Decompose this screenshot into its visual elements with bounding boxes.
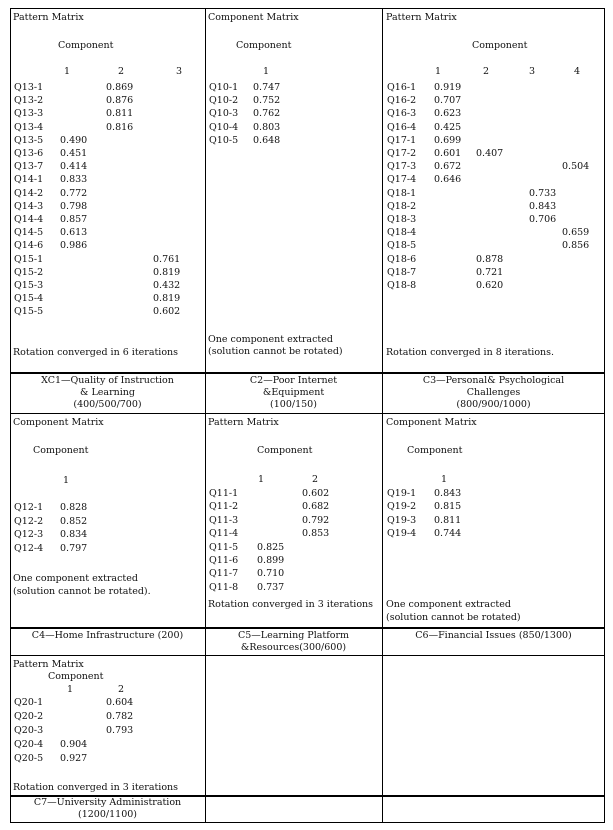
- item-label: Q13-2: [14, 95, 44, 106]
- caption-line: (100/150): [270, 399, 317, 410]
- loading-value: 0.798: [60, 201, 88, 212]
- matrix-note: One component extracted: [13, 573, 138, 584]
- loading-value: 0.744: [434, 528, 462, 539]
- caption-line: Challenges: [466, 387, 521, 398]
- loading-value: 0.762: [253, 108, 281, 119]
- loading-value: 0.490: [60, 135, 88, 146]
- table-border-bottom: [10, 822, 605, 823]
- loading-value: 0.819: [153, 293, 181, 304]
- item-label: Q20-1: [14, 697, 44, 708]
- item-label: Q10-1: [209, 82, 239, 93]
- loading-value: 0.601: [434, 148, 462, 159]
- item-label: Q11-8: [209, 582, 239, 593]
- item-label: Q12-4: [14, 543, 44, 554]
- matrix-note: Rotation converged in 8 iterations.: [386, 347, 555, 358]
- item-label: Q20-5: [14, 753, 44, 764]
- row-divider: [10, 627, 605, 629]
- item-label: Q11-5: [209, 542, 239, 553]
- caption-line: (800/900/1000): [456, 399, 531, 410]
- loading-value: 0.899: [257, 555, 285, 566]
- loading-value: 0.852: [60, 516, 88, 527]
- matrix-note: Rotation converged in 3 iterations: [208, 599, 374, 610]
- item-label: Q14-1: [14, 174, 44, 185]
- loading-value: 0.797: [60, 543, 88, 554]
- column-divider: [382, 8, 383, 822]
- item-label: Q19-4: [387, 528, 417, 539]
- item-label: Q17-3: [387, 161, 417, 172]
- component-caption: [10, 630, 205, 642]
- loading-value: 0.843: [434, 488, 462, 499]
- item-label: Q13-3: [14, 108, 44, 119]
- item-label: Q17-2: [387, 148, 417, 159]
- loading-value: 0.623: [434, 108, 462, 119]
- component-caption: [382, 630, 605, 642]
- item-label: Q14-3: [14, 201, 44, 212]
- item-label: Q10-3: [209, 108, 239, 119]
- item-label: Q11-6: [209, 555, 239, 566]
- loading-value: 0.425: [434, 122, 462, 133]
- loading-value: 0.646: [434, 174, 462, 185]
- caption-line: C7—University Administration: [33, 797, 182, 808]
- table-border-right: [604, 8, 605, 822]
- matrix-note: Rotation converged in 3 iterations: [13, 782, 179, 793]
- component-column-number: 1: [67, 684, 74, 695]
- item-label: Q10-5: [209, 135, 239, 146]
- loading-value: 0.620: [476, 280, 504, 291]
- loading-value: 0.919: [434, 82, 462, 93]
- item-label: Q15-2: [14, 267, 44, 278]
- item-label: Q16-3: [387, 108, 417, 119]
- component-column-number: 1: [63, 475, 70, 486]
- caption-line: &Resources(300/600): [240, 642, 347, 653]
- item-label: Q15-5: [14, 306, 44, 317]
- loading-value: 0.782: [106, 711, 134, 722]
- loading-value: 0.833: [60, 174, 88, 185]
- component-column-number: 4: [574, 66, 581, 77]
- caption-line: C2—Poor Internet: [249, 375, 338, 386]
- item-label: Q14-6: [14, 240, 44, 251]
- item-label: Q18-5: [387, 240, 417, 251]
- component-header: Component: [407, 445, 463, 456]
- component-column-number: 3: [529, 66, 536, 77]
- component-header: Component: [33, 445, 89, 456]
- loading-value: 0.772: [60, 188, 88, 199]
- loading-value: 0.648: [253, 135, 281, 146]
- item-label: Q14-5: [14, 227, 44, 238]
- component-column-number: 3: [176, 66, 183, 77]
- component-caption: [10, 375, 205, 411]
- item-label: Q15-1: [14, 254, 44, 265]
- row-divider: [10, 655, 605, 656]
- loading-value: 0.752: [253, 95, 281, 106]
- item-label: Q18-7: [387, 267, 417, 278]
- component-column-number: 2: [483, 66, 490, 77]
- loading-value: 0.672: [434, 161, 462, 172]
- loading-value: 0.803: [253, 122, 281, 133]
- item-label: Q15-4: [14, 293, 44, 304]
- loading-value: 0.853: [302, 528, 330, 539]
- loading-value: 0.602: [302, 488, 330, 499]
- row-divider: [10, 372, 605, 374]
- row-divider: [10, 413, 605, 414]
- matrix-title: Pattern Matrix: [13, 12, 84, 23]
- loading-value: 0.876: [106, 95, 134, 106]
- component-caption: [10, 797, 205, 821]
- matrix-note: (solution cannot be rotated): [386, 612, 521, 623]
- component-header: Component: [257, 445, 313, 456]
- item-label: Q20-3: [14, 725, 44, 736]
- table-border-left: [10, 8, 11, 822]
- loading-value: 0.602: [153, 306, 181, 317]
- component-column-number: 2: [118, 684, 125, 695]
- item-label: Q11-7: [209, 568, 239, 579]
- item-label: Q12-1: [14, 502, 44, 513]
- loading-value: 0.904: [60, 739, 88, 750]
- item-label: Q11-2: [209, 501, 239, 512]
- component-column-number: 2: [312, 474, 319, 485]
- component-caption: [382, 375, 605, 411]
- loading-value: 0.747: [253, 82, 281, 93]
- component-column-number: 1: [441, 474, 448, 485]
- component-column-number: 1: [258, 474, 265, 485]
- item-label: Q13-5: [14, 135, 44, 146]
- item-label: Q13-7: [14, 161, 44, 172]
- item-label: Q20-2: [14, 711, 44, 722]
- caption-line: XC1—Quality of Instruction: [41, 375, 174, 386]
- item-label: Q13-1: [14, 82, 44, 93]
- loading-value: 0.604: [106, 697, 134, 708]
- item-label: Q10-2: [209, 95, 239, 106]
- caption-line: & Learning: [80, 387, 135, 398]
- loading-value: 0.613: [60, 227, 88, 238]
- loading-value: 0.986: [60, 240, 88, 251]
- item-label: Q18-2: [387, 201, 417, 212]
- caption-line: C6—Financial Issues (850/1300): [415, 630, 572, 641]
- matrix-note: Rotation converged in 6 iterations: [13, 347, 179, 358]
- component-column-number: 2: [118, 66, 125, 77]
- matrix-note: (solution cannot be rotated).: [13, 586, 151, 597]
- component-caption: [205, 630, 382, 654]
- matrix-title: Pattern Matrix: [386, 12, 457, 23]
- item-label: Q18-8: [387, 280, 417, 291]
- caption-line: (1200/1100): [78, 809, 137, 820]
- item-label: Q18-6: [387, 254, 417, 265]
- item-label: Q11-1: [209, 488, 239, 499]
- loading-value: 0.792: [302, 515, 330, 526]
- loading-value: 0.407: [476, 148, 504, 159]
- item-label: Q17-1: [387, 135, 417, 146]
- item-label: Q13-6: [14, 148, 44, 159]
- item-label: Q18-3: [387, 214, 417, 225]
- loading-value: 0.828: [60, 502, 88, 513]
- item-label: Q15-3: [14, 280, 44, 291]
- item-label: Q18-1: [387, 188, 417, 199]
- loading-value: 0.869: [106, 82, 134, 93]
- item-label: Q19-1: [387, 488, 417, 499]
- item-label: Q16-2: [387, 95, 417, 106]
- item-label: Q17-4: [387, 174, 417, 185]
- loading-value: 0.761: [153, 254, 181, 265]
- caption-line: (400/500/700): [73, 399, 142, 410]
- loading-value: 0.856: [562, 240, 590, 251]
- component-header: Component: [472, 40, 528, 51]
- loading-value: 0.682: [302, 501, 330, 512]
- item-label: Q13-4: [14, 122, 44, 133]
- item-label: Q16-1: [387, 82, 417, 93]
- loading-value: 0.659: [562, 227, 590, 238]
- loading-value: 0.927: [60, 753, 88, 764]
- matrix-title: Component Matrix: [208, 12, 299, 23]
- loading-value: 0.811: [434, 515, 462, 526]
- caption-line: &Equipment: [262, 387, 325, 398]
- loading-value: 0.825: [257, 542, 285, 553]
- item-label: Q14-4: [14, 214, 44, 225]
- loading-value: 0.878: [476, 254, 504, 265]
- loading-value: 0.414: [60, 161, 88, 172]
- table-border-top: [10, 8, 605, 9]
- loading-value: 0.857: [60, 214, 88, 225]
- item-label: Q18-4: [387, 227, 417, 238]
- caption-line: C5—Learning Platform: [237, 630, 350, 641]
- matrix-note: One component extracted: [208, 334, 333, 345]
- loading-value: 0.816: [106, 122, 134, 133]
- loading-value: 0.721: [476, 267, 504, 278]
- loading-value: 0.733: [529, 188, 557, 199]
- item-label: Q12-2: [14, 516, 44, 527]
- loading-value: 0.843: [529, 201, 557, 212]
- item-label: Q11-4: [209, 528, 239, 539]
- loading-value: 0.834: [60, 529, 88, 540]
- loading-value: 0.793: [106, 725, 134, 736]
- loading-value: 0.710: [257, 568, 285, 579]
- loading-value: 0.811: [106, 108, 134, 119]
- matrix-title: Pattern Matrix: [13, 659, 84, 670]
- caption-line: C4—Home Infrastructure (200): [31, 630, 184, 641]
- column-divider: [205, 8, 206, 822]
- matrix-title: Pattern Matrix: [208, 417, 279, 428]
- component-header: Component: [48, 671, 104, 682]
- item-label: Q12-3: [14, 529, 44, 540]
- loading-value: 0.451: [60, 148, 88, 159]
- loading-value: 0.432: [153, 280, 181, 291]
- component-header: Component: [236, 40, 292, 51]
- item-label: Q19-3: [387, 515, 417, 526]
- loading-value: 0.737: [257, 582, 285, 593]
- loading-value: 0.707: [434, 95, 462, 106]
- matrix-note: One component extracted: [386, 599, 511, 610]
- loading-value: 0.699: [434, 135, 462, 146]
- component-caption: [205, 375, 382, 411]
- caption-line: C3—Personal& Psychological: [422, 375, 565, 386]
- item-label: Q14-2: [14, 188, 44, 199]
- matrix-title: Component Matrix: [386, 417, 477, 428]
- component-column-number: 1: [263, 66, 270, 77]
- component-column-number: 1: [64, 66, 71, 77]
- component-header: Component: [58, 40, 114, 51]
- item-label: Q16-4: [387, 122, 417, 133]
- item-label: Q11-3: [209, 515, 239, 526]
- matrix-note: (solution cannot be rotated): [208, 346, 343, 357]
- item-label: Q10-4: [209, 122, 239, 133]
- matrix-title: Component Matrix: [13, 417, 104, 428]
- item-label: Q20-4: [14, 739, 44, 750]
- loading-value: 0.815: [434, 501, 462, 512]
- loading-value: 0.819: [153, 267, 181, 278]
- loading-value: 0.706: [529, 214, 557, 225]
- item-label: Q19-2: [387, 501, 417, 512]
- loading-value: 0.504: [562, 161, 590, 172]
- component-column-number: 1: [435, 66, 442, 77]
